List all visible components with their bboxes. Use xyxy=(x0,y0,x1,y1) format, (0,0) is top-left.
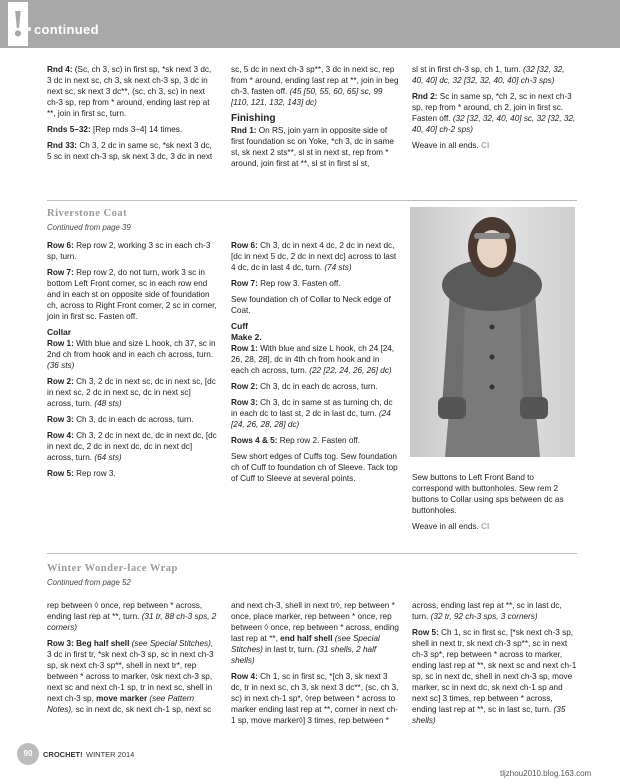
ci-end-mark: CI xyxy=(481,522,490,531)
banner-title: continued xyxy=(34,22,99,37)
page-number: 90 xyxy=(17,743,39,765)
ci-end-mark: CI xyxy=(481,141,490,150)
top-column-2: sc, 5 dc in next ch-3 sp**, 3 dc in next sc, rep from * around, ending last rep at **, join in beg ch-3, fasten off. (45 [50, 55, 60, 65] sc, 99 [110, 121, 132, 143] dc) Finishing Rnd 1: On RS, join yarn in opposite side of first foundation sc on Yoke, *ch 3, dc in same st, sk next 2 sts**, sl st in next st, rep from * around, join first at **, sl st in first sl st, xyxy=(231,65,399,168)
wrap-column-1: rep between ◊ once, rep between * across, ending last rep at **, turn. (31 tr, 88 ch-3 sps, 2 corners) Row 3: Beg half shell (see Special Stitches), 3 dc in first tr, *sk next ch-3 sp, sc in next ch-3 sp, sk next ch-3 sp**, shell in next tr*, rep between * across to marker, ◊sk next ch-3 sp, next sc and next ch-1 sp, tr in next sc, shell in next ch-3 sp, move marker (see Pattern Notes), sc in next dc, sk next ch-1 sp, next sc xyxy=(47,601,217,714)
banner-dot xyxy=(27,27,31,31)
collar-heading: Collar xyxy=(47,327,72,337)
section-divider xyxy=(47,553,577,554)
exclamation-mark: ! xyxy=(8,2,28,46)
watermark-text: tljzhou2010.blog.163.com xyxy=(500,769,592,778)
magazine-brand: CROCHET! xyxy=(43,750,83,759)
wrap-subtitle: Continued from page 52 xyxy=(47,578,131,587)
section-divider xyxy=(47,200,577,201)
wrap-column-3: across, ending last rep at **, sc in last dc, turn. (32 tr, 92 ch-3 sps, 3 corners) Row 5: Ch 1, sc in first sc, [*sk next ch-3 sp, shell in next tr, sk next ch-3 sp**, sc in next ch-3 sp*, rep between * across to marker, ending last rep at **, sk next sc and next ch-1 sp, sc in next dc, shell in next ch-3 sp, move marker, sc in next dc, sk next ch-1 sp and next sc] 3 times, rep between * across, ending last rep at **, sc in last sc, turn. (35 shells) xyxy=(412,601,577,725)
wrap-title: Winter Wonder-lace Wrap xyxy=(47,563,178,574)
top-column-1: Rnd 4: (Sc, ch 3, sc) in first sp, *sk next 3 dc, 3 dc in next sc, ch 3, sk next ch-3 sp, 3 dc in next sc, sk next 3 dc**, (sc, ch 3, sc) in next ch-3 sp, rep from * around, ending last rep at **, join in first sc, turn. Rnds 5–32: [Rep rnds 3–4] 14 times. Rnd 33: Ch 3, 2 dc in same sc, *sk next 3 dc, 5 sc in next ch-3 sp, sk next 3 dc, 3 dc in next xyxy=(47,65,213,161)
riverstone-column-1: Row 6: Rep row 2, working 3 sc in each ch-3 sp, turn. Row 7: Rep row 2, do not turn, work 3 sc in bottom Left Front corner, sc in each row end and in each st on opposite side of foundation ch, across to Right Front corner, 2 sc in corner, join in first sc. Fasten off. Collar Row 1: With blue and size L hook, ch 37, sc in 2nd ch from hook and in each ch across, turn. (36 sts) Row 2: Ch 3, 2 dc in next sc, dc in next sc, [dc in next sc, 2 dc in next sc, dc in next sc] across, turn. (48 sts) Row 3: Ch 3, dc in each dc across, turn. Row 4: Ch 3, 2 dc in next dc, dc in next dc, [dc in next dc, 2 dc in next dc, dc in next dc] across, turn. (64 sts) Row 5: Rep row 3. xyxy=(47,241,217,478)
top-column-3: sl st in first ch-3 sp, ch 1, turn. (32 [32, 32, 40, 40] dc, 32 [32, 32, 40, 40] ch-3 sps) Rnd 2: Sc in same sp, *ch 2, sc in next ch-3 sp, rep from * around, ch 2, join in first sc. Fasten off. (32 [32, 32, 40, 40] sc, 32 [32, 32, 40, 40] ch-2 sps) Weave in all ends. CI xyxy=(412,65,576,150)
riverstone-subtitle: Continued from page 39 xyxy=(47,223,131,232)
make-two-heading: Make 2. xyxy=(231,332,262,342)
riverstone-title: Riverstone Coat xyxy=(47,208,128,219)
riverstone-column-3: Sew buttons to Left Front Band to correspond with buttonholes. Sew rem 2 buttons to Collar using sps between dc as buttonholes. Weave in all ends. CI xyxy=(412,473,564,531)
magazine-issue: WINTER 2014 xyxy=(86,750,135,759)
riverstone-column-2: Row 6: Ch 3, dc in next 4 dc, 2 dc in next dc, [dc in next 5 dc, 2 dc in next dc] across to last 4 dc, dc in last 4 dc, turn. (74 sts) Row 7: Rep row 3. Fasten off. Sew foundation ch of Collar to Neck edge of Coat. Cuff Make 2. Row 1: With blue and size L hook, ch 24 [24, 26, 28, 28], dc in 4th ch from hook and in each ch across, turn. (22 [22, 24, 26, 26] dc) Row 2: Ch 3, dc in each dc across, turn. Row 3: Ch 3, dc in same st as turning ch, dc in each dc to last st, 2 dc in last dc, turn. (24 [24, 26, 28, 28] dc) Rows 4 & 5: Rep row 2. Fasten off. Sew short edges of Cuffs tog. Sew foundation ch of Cuff to foundation ch of Sleeve. Tack top of Cuff to Sleeve at several points. xyxy=(231,241,398,483)
finishing-heading: Finishing xyxy=(231,113,276,124)
photo-illustration xyxy=(410,207,575,457)
wrap-column-2: and next ch-3, shell in next tr◊, rep between * once, place marker, rep between * once, rep between ◊ once, rep between * across, ending last rep at **, end half shell (see Special Stitches) in last tr, turn. (31 shells, 2 half shells) Row 4: Ch 1, sc in first sc, *[ch 3, sk next 3 dc, tr in next sc, ch 3, sk next 3 dc**, (sc, ch 3, sc) in next ch-1 sp*, ◊rep between * across to marker ending last rep at **, corner in next ch-1 sp, move marker◊] 3 times, rep between * xyxy=(231,601,399,725)
header-banner xyxy=(0,0,620,48)
cuff-heading: Cuff xyxy=(231,321,248,331)
woman-in-crochet-coat-photo xyxy=(410,207,575,457)
